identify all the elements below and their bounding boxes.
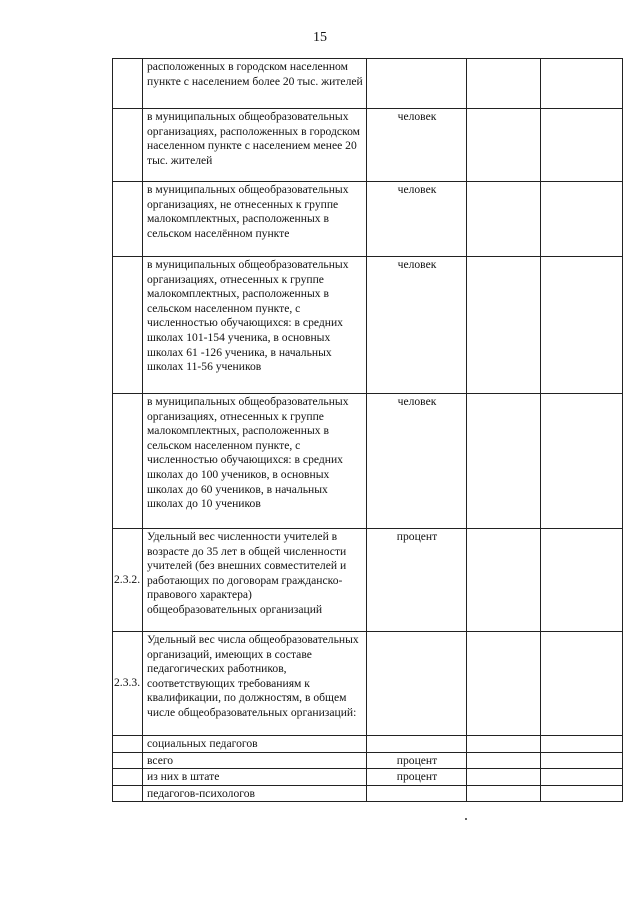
page-number: 15	[313, 30, 327, 45]
table-row	[113, 394, 623, 529]
row-description: Удельный вес численности учителей в возрасте до 35 лет в общей численности учителей (без внешних совместителей и работающих по договорам гражданско- правового характера) общеобразовательных организаций	[143, 529, 367, 632]
row-unit: процент	[367, 752, 467, 769]
value-cell	[541, 257, 623, 394]
row-unit: человек	[367, 257, 467, 394]
value-cell	[467, 109, 541, 182]
row-description: педагогов-психологов	[143, 785, 367, 802]
table-row	[113, 632, 623, 736]
row-description: в муниципальных общеобразовательных организациях, расположенных в городском населенном пункте с населением менее 20 тыс. жителей	[143, 109, 367, 182]
row-unit	[367, 736, 467, 753]
row-number	[113, 109, 143, 182]
row-number	[113, 769, 143, 786]
value-cell	[467, 529, 541, 632]
table-row	[113, 785, 623, 802]
value-cell	[541, 632, 623, 736]
row-unit: человек	[367, 394, 467, 529]
value-cell	[467, 736, 541, 753]
value-cell	[467, 632, 541, 736]
row-description: из них в штате	[143, 769, 367, 786]
row-description: расположенных в городском населенном пункте с населением более 20 тыс. жителей	[143, 59, 367, 109]
table-row	[113, 59, 623, 109]
row-number	[113, 394, 143, 529]
indicator-table	[112, 58, 623, 802]
value-cell	[467, 182, 541, 257]
value-cell	[541, 182, 623, 257]
value-cell	[467, 59, 541, 109]
row-unit	[367, 785, 467, 802]
row-description: в муниципальных общеобразовательных организациях, отнесенных к группе малокомплектных, расположенных в сельском населенном пункте, с численностью обучающихся: в средних школах до 100 учеников, в основных школах до 60 учеников, в начальных школах до 10 учеников	[143, 394, 367, 529]
value-cell	[467, 752, 541, 769]
row-description: в муниципальных общеобразовательных организациях, отнесенных к группе малокомплектных, расположенных в сельском населенном пункте, с численностью обучающихся: в средних школах 101-154 ученика, в основных школах 61 -126 ученика, в начальных школах 11-56 учеников	[143, 257, 367, 394]
row-unit: человек	[367, 182, 467, 257]
scan-dot	[465, 818, 467, 820]
table-row	[113, 182, 623, 257]
row-description: в муниципальных общеобразовательных организациях, не отнесенных к группе малокомплектных, расположенных в сельском населённом пункте	[143, 182, 367, 257]
value-cell	[541, 529, 623, 632]
row-description: Удельный вес числа общеобразовательных организаций, имеющих в составе педагогических работников, соответствующих требованиям к квалификации, по должностям, в общем числе общеобразовательных организаций:	[143, 632, 367, 736]
value-cell	[467, 257, 541, 394]
table-row	[113, 752, 623, 769]
row-number	[113, 182, 143, 257]
value-cell	[541, 109, 623, 182]
value-cell	[541, 785, 623, 802]
table-row	[113, 257, 623, 394]
table-row	[113, 736, 623, 753]
row-number: 2.3.2.	[113, 529, 143, 632]
table-row	[113, 109, 623, 182]
row-number	[113, 736, 143, 753]
row-description: всего	[143, 752, 367, 769]
row-description: социальных педагогов	[143, 736, 367, 753]
row-number	[113, 59, 143, 109]
row-number	[113, 785, 143, 802]
row-number	[113, 752, 143, 769]
value-cell	[467, 769, 541, 786]
row-unit: процент	[367, 769, 467, 786]
value-cell	[541, 769, 623, 786]
row-unit	[367, 59, 467, 109]
row-unit	[367, 632, 467, 736]
row-number	[113, 257, 143, 394]
row-unit: процент	[367, 529, 467, 632]
table-row	[113, 769, 623, 786]
value-cell	[467, 394, 541, 529]
row-number: 2.3.3.	[113, 632, 143, 736]
value-cell	[541, 59, 623, 109]
value-cell	[467, 785, 541, 802]
value-cell	[541, 736, 623, 753]
value-cell	[541, 752, 623, 769]
table-row	[113, 529, 623, 632]
value-cell	[541, 394, 623, 529]
row-unit: человек	[367, 109, 467, 182]
